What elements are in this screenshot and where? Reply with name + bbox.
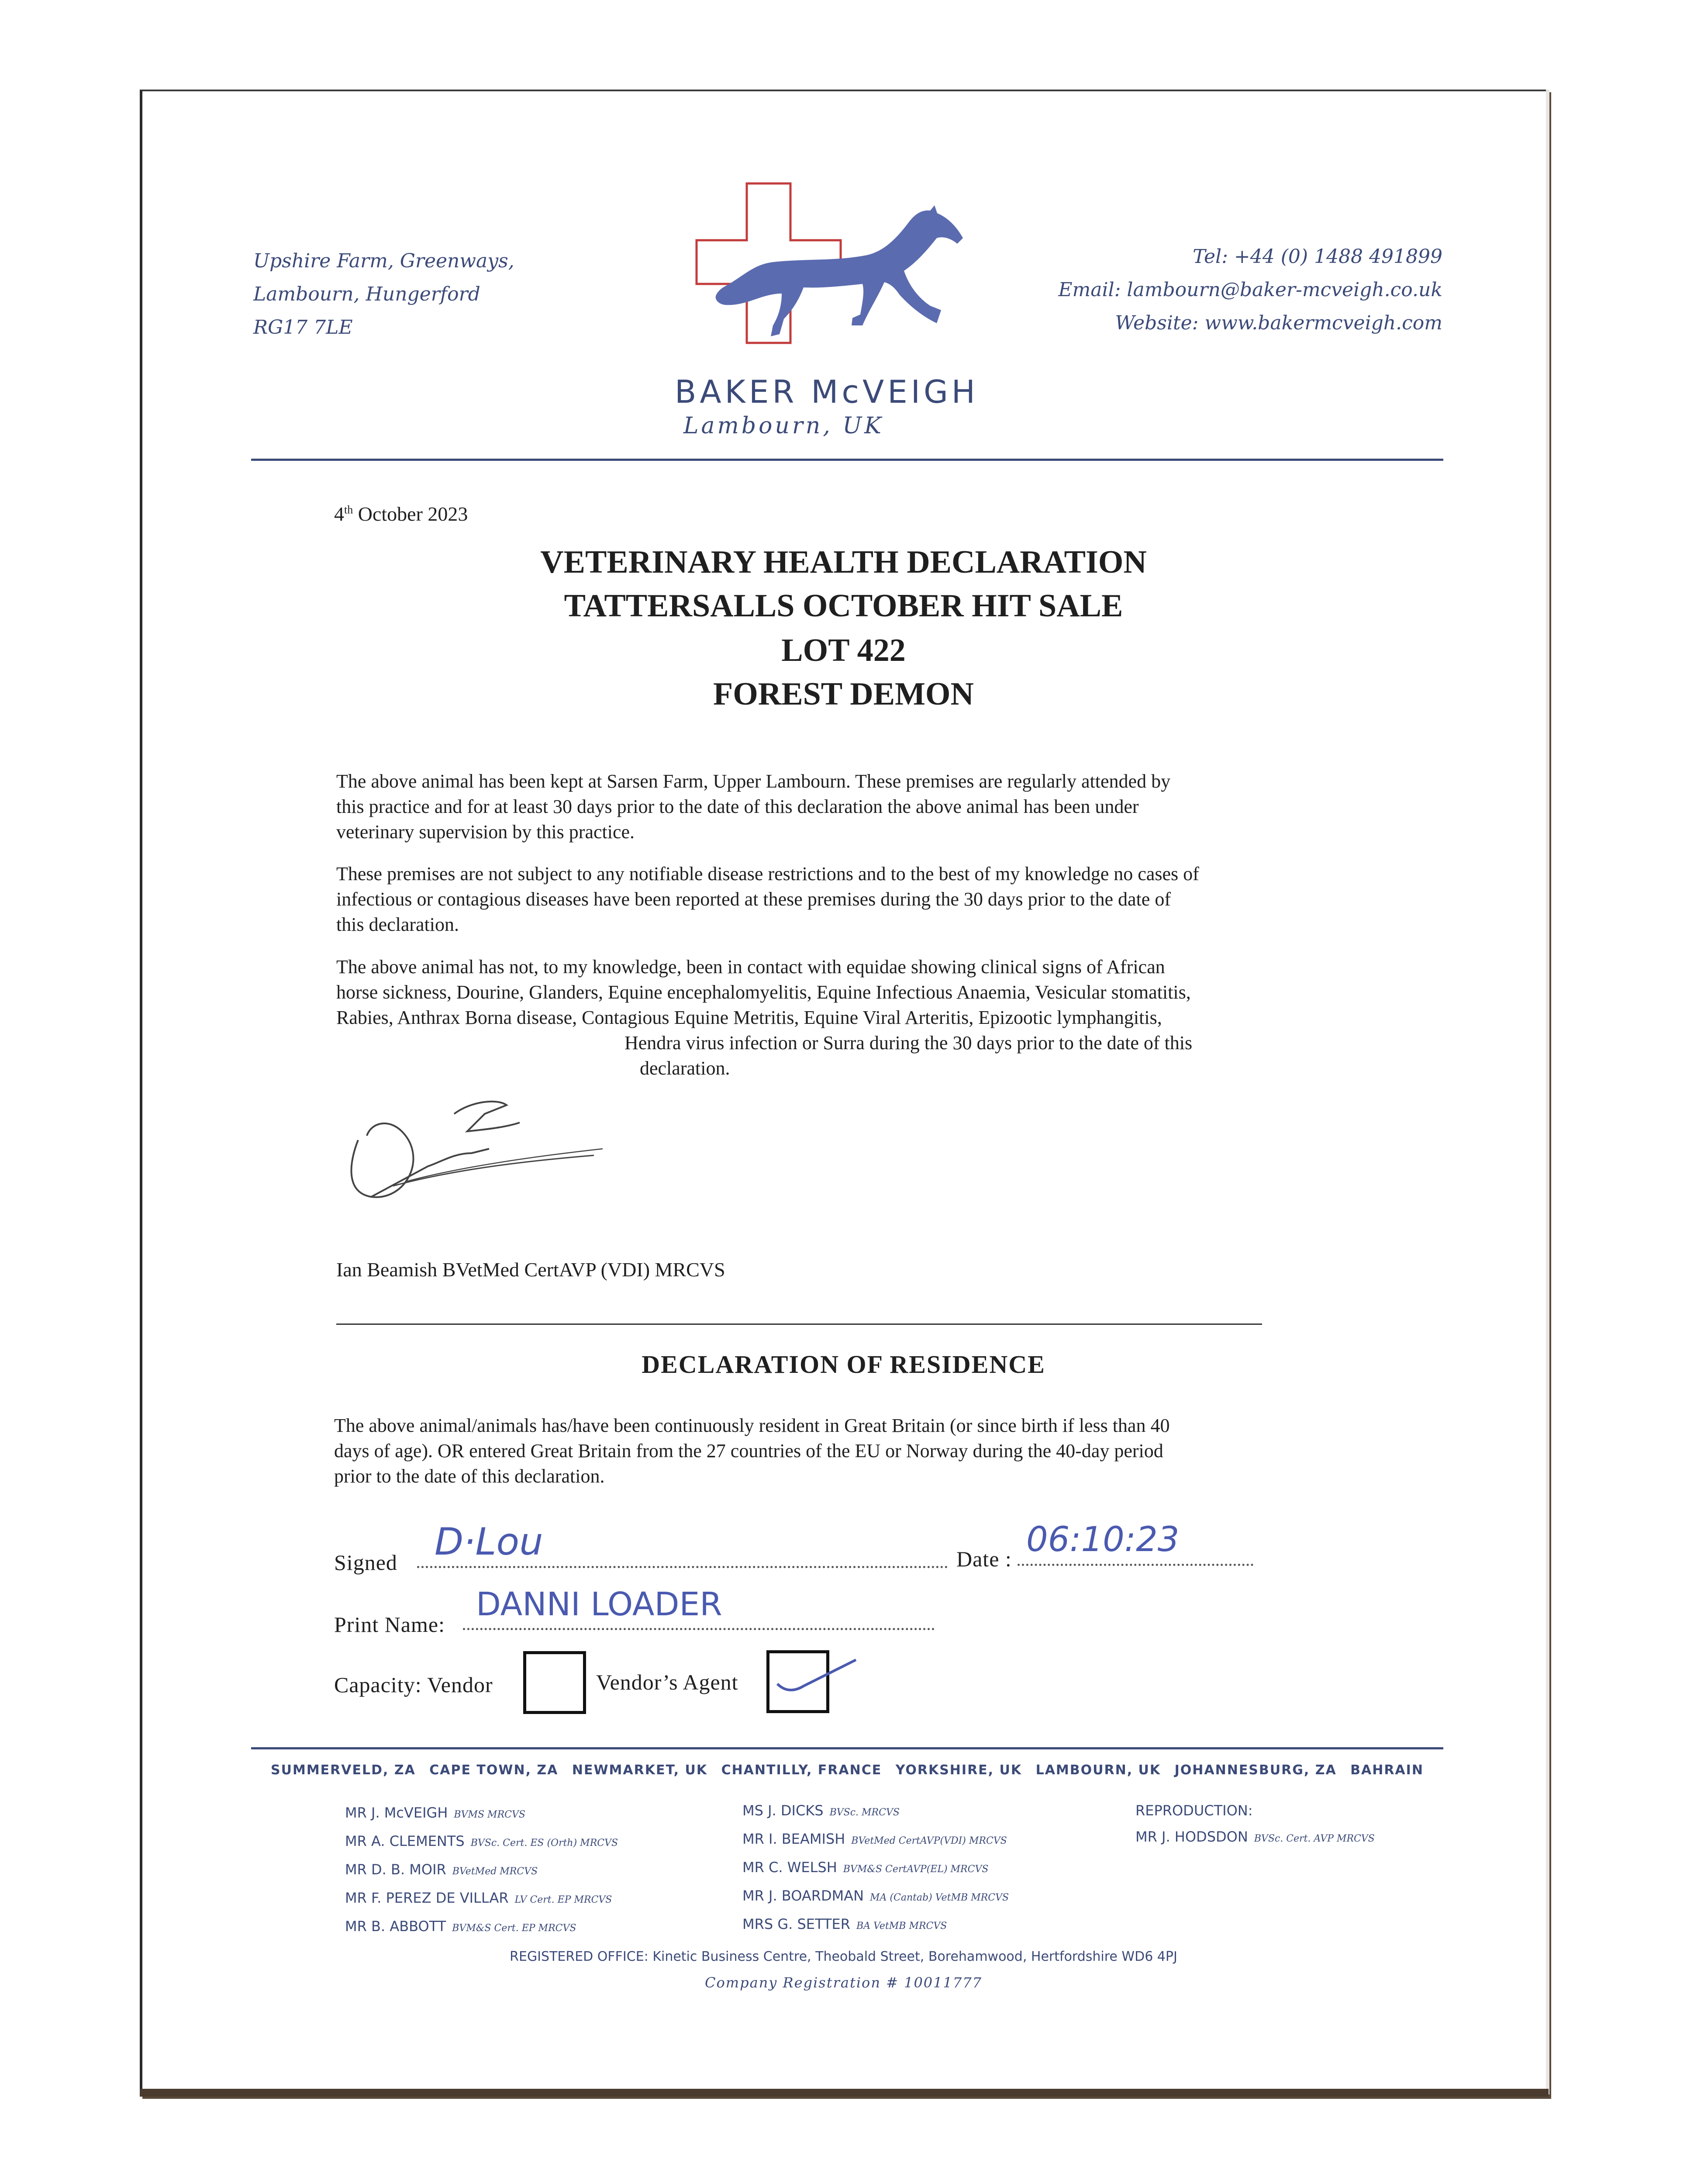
vendor-checkbox[interactable] — [523, 1651, 586, 1714]
address-line: Lambourn, Hungerford — [253, 283, 480, 305]
disease-paragraph: These premises are not subject to any notifiable disease restrictions and to the best of my knowledge no cases of infectious or contagious diseases have been reported at these premises during the 30 days prior to the date of this declaration. — [336, 863, 1199, 935]
capacity-label: Capacity: Vendor — [334, 1673, 493, 1697]
page-bottom-edge — [140, 2089, 1549, 2097]
section-divider — [336, 1324, 1262, 1325]
staff-member: MR A. CLEMENTS BVSc. Cert. ES (Orth) MRCVS — [345, 1833, 618, 1849]
footer-divider — [251, 1747, 1443, 1749]
staff-section-heading: REPRODUCTION: — [1135, 1802, 1253, 1819]
signed-line — [417, 1566, 948, 1568]
staff-member: MR B. ABBOTT BVM&S Cert. EP MRCVS — [345, 1918, 576, 1935]
brand-name: BAKER McVEIGH — [675, 373, 979, 410]
staff-member: MS J. DICKS BVSc. MRCVS — [742, 1802, 900, 1819]
letterhead-divider — [251, 459, 1443, 461]
staff-column-3 — [1135, 1797, 1375, 1852]
staff-member: MR C. WELSH BVM&S CertAVP(EL) MRCVS — [742, 1859, 989, 1876]
brand-location: Lambourn, UK — [683, 413, 884, 439]
staff-member: MR F. PEREZ DE VILLAR LV Cert. EP MRCVS — [345, 1890, 612, 1906]
staff-column-1 — [345, 1800, 618, 1942]
print-name-value: DANNI LOADER — [476, 1586, 722, 1623]
signed-signature: D·Lou — [435, 1520, 543, 1564]
print-name-line — [463, 1628, 935, 1630]
residence-title: DECLARATION OF RESIDENCE — [642, 1350, 1045, 1379]
address-line: Upshire Farm, Greenways, — [253, 250, 514, 272]
staff-member: MR J. HODSDON BVSc. Cert. AVP MRCVS — [1135, 1828, 1375, 1845]
document-title: VETERINARY HEALTH DECLARATION — [540, 544, 1147, 580]
vet-name: Ian Beamish BVetMed CertAVP (VDI) MRCVS — [336, 1258, 725, 1281]
page-edge — [1546, 90, 1549, 2094]
letter-date: 4th October 2023 — [334, 503, 468, 525]
company-contact — [1058, 240, 1442, 340]
lot-number: LOT 422 — [781, 632, 906, 668]
staff-member: MR J. McVEIGH BVMS MRCVS — [345, 1804, 525, 1821]
sale-title: TATTERSALLS OCTOBER HIT SALE — [564, 588, 1123, 624]
contact-paragraph: The above animal has not, to my knowledge, been in contact with equidae showing clinical signs of African horse sickness, Dourine, Glanders, Equine encephalomyelitis, Equine Infectious Anaemia, Vesicular stomatitis, Rabies, Anthrax Borna disease, Contagious Equine Metritis, Equine Viral Arteritis, Epizootic lymphangitis, Hendra virus infection or Surra during the 30 days prior to the date of this declaration. — [336, 956, 1193, 1079]
company-registration: Company Registration # 10011777 — [705, 1974, 982, 1991]
date-value: 06:10:23 — [1026, 1520, 1180, 1559]
premises-paragraph: The above animal has been kept at Sarsen Farm, Upper Lambourn. These premises are regularly attended by this practice and for at least 30 days prior to the date of this declaration the above animal has been under veterinary supervision by this practice. — [336, 771, 1171, 843]
contact-email: Email: lambourn@baker-mcveigh.co.uk — [1058, 279, 1442, 301]
address-line: RG17 7LE — [253, 316, 353, 339]
date-line — [1018, 1564, 1253, 1566]
contact-website: Website: www.bakermcveigh.com — [1115, 312, 1442, 334]
registered-office: REGISTERED OFFICE: Kinetic Business Centre, Theobald Street, Borehamwood, Hertfordshire WD6 4PJ — [510, 1949, 1177, 1964]
date-label: Date : — [956, 1547, 1012, 1571]
company-address — [253, 245, 514, 344]
staff-member: MR I. BEAMISH BVetMed CertAVP(VDI) MRCVS — [742, 1831, 1007, 1847]
staff-member: MRS G. SETTER BA VetMB MRCVS — [742, 1916, 947, 1932]
vet-signature-icon — [341, 1088, 620, 1210]
staff-member: MR D. B. MOIR BVetMed MRCVS — [345, 1861, 538, 1878]
horse-name: FOREST DEMON — [713, 676, 974, 712]
red-cross-horse-logo-icon — [690, 179, 978, 363]
residence-paragraph: The above animal/animals has/have been continuously resident in Great Britain (or since birth if less than 40 days of age). OR entered Great Britain from the 27 countries of the EU or Norway during the 40-day period prior to the date of this declaration. — [334, 1415, 1170, 1487]
signed-label: Signed — [334, 1550, 397, 1575]
contact-phone: Tel: +44 (0) 1488 491899 — [1193, 245, 1442, 268]
vendors-agent-label: Vendor’s Agent — [596, 1670, 738, 1694]
staff-member: MR J. BOARDMAN MA (Cantab) VetMB MRCVS — [742, 1887, 1009, 1904]
staff-column-2 — [742, 1797, 1009, 1939]
checkmark-icon — [769, 1651, 865, 1712]
print-name-label: Print Name: — [334, 1612, 445, 1637]
office-locations: SUMMERVELD, ZA CAPE TOWN, ZA NEWMARKET, UK CHANTILLY, FRANCE YORKSHIRE, UK LAMBOURN, UK JOHANNESBURG, ZA BAHRAIN — [271, 1762, 1424, 1778]
